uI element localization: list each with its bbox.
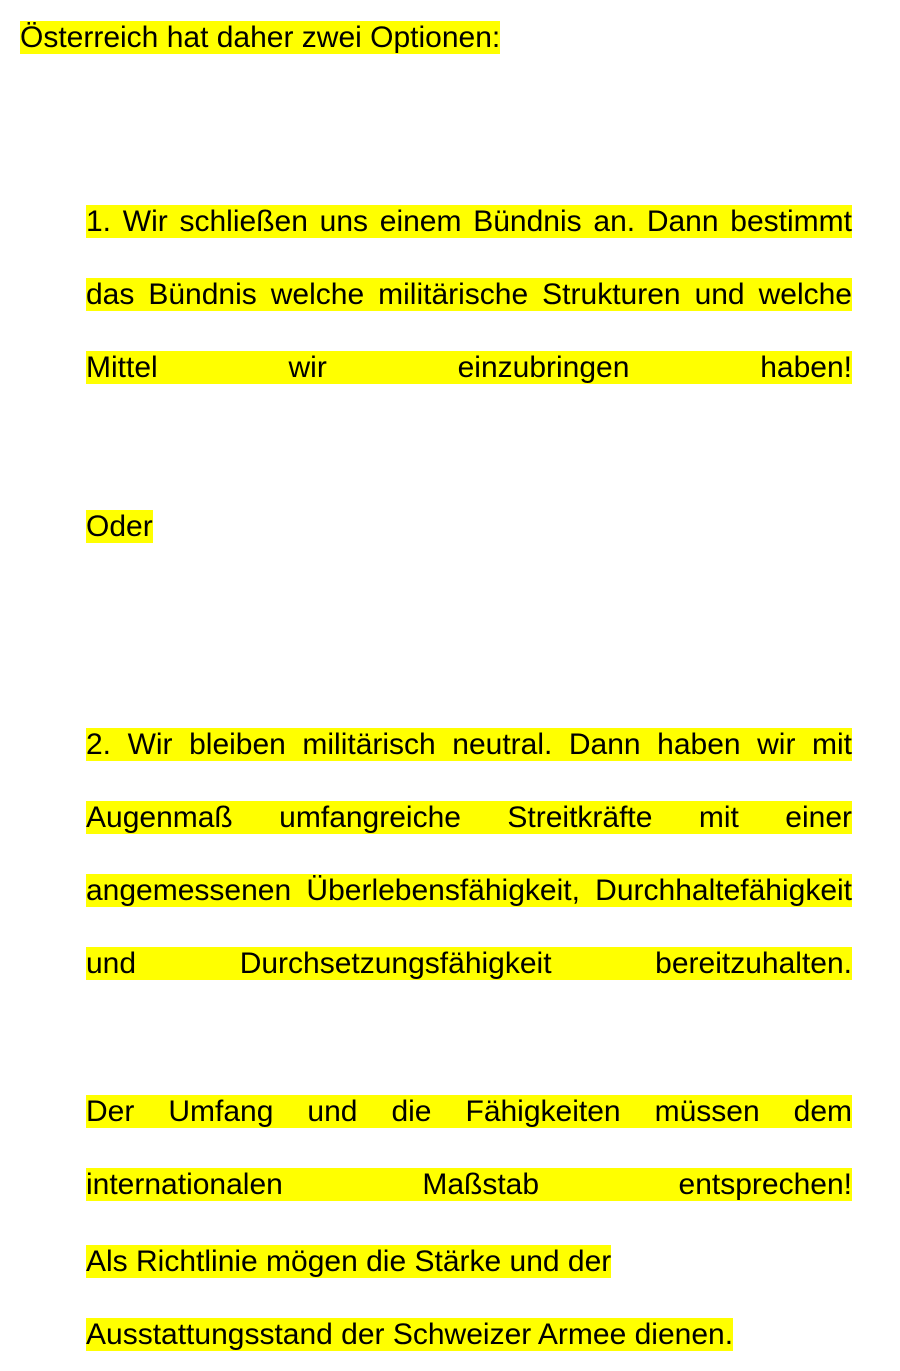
option-2-marker: 2.: [86, 728, 112, 761]
connector-line: [86, 505, 852, 549]
option-1-block: [86, 185, 852, 477]
closing-paragraph-1-text: Der Umfang und die Fähigkeiten müssen dem internationalen Maßstab entsprechen!: [86, 1095, 852, 1201]
option-1-text: Wir schließen uns einem Bündnis an. Dann bestimmt das Bündnis welche militärische Strukturen und welche Mittel wir einzubringen haben!: [86, 205, 852, 384]
option-1-marker: 1.: [86, 205, 112, 238]
option-2-text: Wir bleiben militärisch neutral. Dann haben wir mit Augenmaß umfangreiche Streitkräfte mit einer angemessenen Überlebensfähigkeit, Durchhaltefähigkeit und Durchsetzungsfähigkeit bereitzuhalten.: [86, 728, 852, 980]
option-2-paragraph: [86, 708, 852, 1073]
connector-block: [86, 505, 852, 549]
connector-text: Oder: [86, 510, 153, 543]
option-1-paragraph: [86, 185, 852, 477]
closing-paragraph-2-text: Als Richtlinie mögen die Stärke und der Ausstattungsstand der Schweizer Armee dienen.: [86, 1245, 734, 1351]
closing-paragraph-2: [86, 1225, 852, 1371]
closing-paragraph-2-block: [86, 1225, 852, 1371]
intro-text: Österreich hat daher zwei Optionen:: [20, 21, 501, 54]
intro-line: [20, 16, 500, 60]
option-2-block: [86, 708, 852, 1073]
